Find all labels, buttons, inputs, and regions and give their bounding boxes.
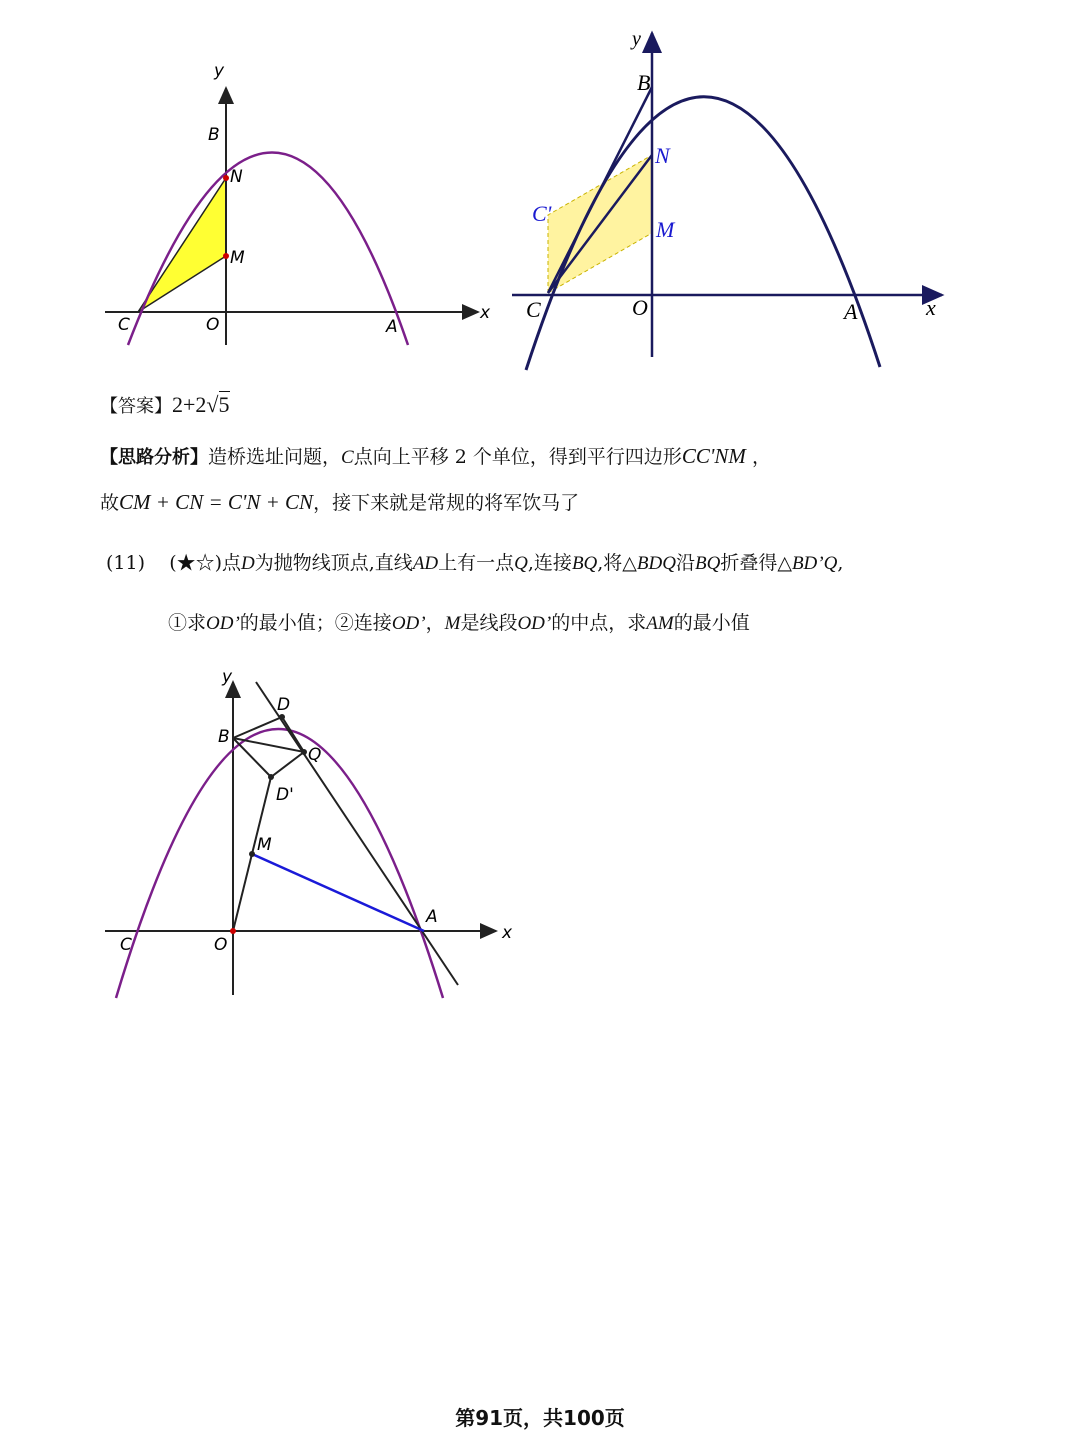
label-m: M [656, 217, 675, 242]
q-sub-6: 的最小值 [673, 612, 750, 634]
q-am: AM [646, 613, 674, 634]
segment-m-a [252, 854, 424, 931]
analysis-parallelogram: CC'NM [681, 444, 746, 468]
line-ad [256, 682, 458, 985]
answer-tag: 【答案】 [100, 396, 172, 417]
answer-line [100, 392, 230, 418]
label-y: y [222, 667, 233, 687]
label-o: O [206, 315, 220, 335]
analysis-line2-a: 故 [100, 492, 120, 514]
q-odp-2: OD’ [391, 613, 426, 634]
q-text-6: 沿 [675, 552, 695, 574]
label-q: Q [308, 745, 322, 765]
q-sub-1: ①求 [168, 612, 207, 634]
analysis-text-c: 个单位，得到平行四边形 [472, 446, 682, 468]
point-d-prime [268, 774, 274, 780]
label-y: y [214, 61, 225, 81]
label-x: x [502, 923, 513, 943]
analysis-line2-b: ，接下来就是常规的将军饮马了 [313, 492, 580, 514]
label-c: C [120, 935, 132, 955]
point-q [301, 749, 307, 755]
label-a: A [426, 907, 438, 927]
label-a: A [386, 317, 398, 337]
label-m: M [230, 248, 245, 268]
analysis-two: 2 [454, 446, 467, 468]
label-b: B [218, 727, 230, 747]
q-bdpq: BD’Q [791, 553, 838, 574]
question-line-1 [106, 548, 843, 575]
figure-2-parallelogram [510, 25, 960, 375]
q-sub-5: 的中点，求 [551, 612, 647, 634]
question-line-2 [168, 608, 750, 635]
point-m [223, 253, 229, 259]
q-q: Q [514, 553, 528, 574]
label-b: B [208, 125, 220, 145]
label-c-prime: C' [532, 201, 552, 226]
analysis-c: C [341, 447, 354, 468]
label-c: C [526, 297, 541, 322]
q-text-7: 折叠得△ [720, 552, 792, 574]
sqrt-symbol: √ [206, 392, 219, 417]
analysis-text-b: 点向上平移 [353, 446, 449, 468]
figure-3-folding [100, 660, 520, 1005]
q-m: M [444, 613, 461, 634]
q-text-8: , [837, 552, 844, 574]
q-bdq: BDQ [636, 553, 676, 574]
q-bq-2: BQ [695, 553, 721, 574]
segments-b-d-q [233, 717, 304, 752]
q-text-2: 为抛物线顶点,直线 [254, 552, 413, 574]
analysis-line-1 [100, 442, 771, 469]
label-a: A [844, 299, 858, 324]
analysis-text-d: ， [751, 446, 771, 468]
q-ad: AD [412, 553, 439, 574]
q-text-5: ,将△ [597, 552, 637, 574]
q-sub-4: 是线段 [460, 612, 518, 634]
q-odp-3: OD’ [517, 613, 552, 634]
parabola [128, 153, 408, 346]
q-d: D [241, 553, 255, 574]
answer-value: 2+2 [172, 392, 207, 417]
label-x: x [926, 295, 936, 320]
label-n: N [230, 167, 243, 187]
label-y: y [632, 28, 641, 50]
question-stars: (★☆) [169, 552, 223, 574]
q-sub-3: ， [425, 612, 445, 634]
analysis-formula: CM + CN = C'N + CN [119, 490, 314, 514]
label-x: x [480, 303, 491, 323]
segments-b-dprime-q [233, 738, 304, 777]
label-d: D [277, 695, 291, 715]
page-footer: 第91页，共100页 [455, 1406, 625, 1430]
label-m: M [257, 835, 272, 855]
q-sub-2: 的最小值；②连接 [239, 612, 392, 634]
q-bq: BQ [571, 553, 598, 574]
answer-radicand: 5 [218, 392, 230, 417]
analysis-text-a: 造桥选址问题， [208, 446, 342, 468]
label-b: B [637, 70, 651, 95]
q-text-4: ,连接 [527, 552, 572, 574]
point-n [223, 175, 229, 181]
q-text-1: 点 [222, 552, 242, 574]
figure-1-parabola-triangle [100, 60, 500, 360]
label-n: N [655, 143, 670, 168]
point-m [249, 851, 255, 857]
label-o: O [214, 935, 228, 955]
analysis-line-2 [100, 488, 579, 515]
question-number: (11) [106, 552, 146, 574]
analysis-tag: 【思路分析】 [100, 447, 208, 468]
point-o [230, 928, 236, 934]
label-d-prime: D' [276, 785, 294, 805]
q-text-3: 上有一点 [438, 552, 515, 574]
label-c: C [118, 315, 130, 335]
q-odp: OD’ [206, 613, 240, 634]
label-o: O [632, 295, 648, 320]
